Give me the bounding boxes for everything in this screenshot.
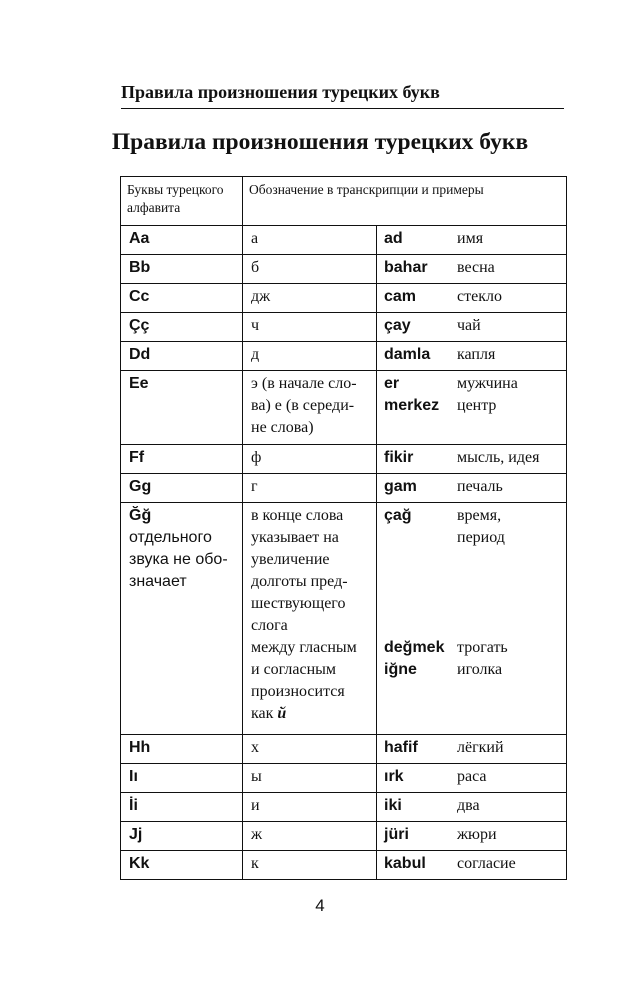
transcription-line: указывает на: [251, 529, 339, 546]
table-row: [121, 226, 567, 255]
example-cell: [377, 764, 567, 793]
alphabet-table: [120, 176, 567, 880]
transcription-cell: а: [243, 226, 377, 255]
transcription-line: увеличение: [251, 551, 330, 568]
transcription-cell: и: [243, 793, 377, 822]
table-row: [121, 793, 567, 822]
example-word: cam: [384, 288, 417, 305]
letter-cell: Ee: [121, 371, 243, 445]
example-word: fikir: [384, 449, 414, 466]
spacer: [384, 571, 562, 593]
example-word: bahar: [384, 259, 428, 276]
example-meaning: весна: [457, 259, 495, 276]
table-header-row: [121, 177, 567, 226]
example-line: [384, 766, 562, 788]
example-cell: [377, 313, 567, 342]
example-cell: [377, 474, 567, 503]
transcription-cell: ы: [243, 764, 377, 793]
table-row: [121, 313, 567, 342]
example-cell: [377, 226, 567, 255]
letter-cell: Çç: [121, 313, 243, 342]
example-line: [384, 505, 562, 527]
table-row: [121, 851, 567, 880]
transcription-line: в конце слова: [251, 507, 344, 524]
example-word: çay: [384, 317, 411, 334]
example-meaning: жюри: [457, 826, 497, 843]
transcription-cell: [243, 503, 377, 735]
spacer: [384, 549, 562, 571]
example-cell: [377, 255, 567, 284]
letter-note-line: отдельного: [129, 529, 212, 546]
table-row: [121, 474, 567, 503]
letter-cell: Kk: [121, 851, 243, 880]
example-line: [384, 527, 562, 549]
example-meaning: капля: [457, 346, 496, 363]
transcription-cell: ч: [243, 313, 377, 342]
header-letters-label: Буквы турецкого алфавита: [127, 182, 224, 215]
example-line: [384, 737, 562, 759]
table-row: [121, 371, 567, 445]
letter-cell: Iı: [121, 764, 243, 793]
example-cell: [377, 851, 567, 880]
example-meaning: время,: [457, 507, 502, 524]
transcription-cell: ж: [243, 822, 377, 851]
example-meaning: центр: [457, 397, 497, 414]
transcription-cell: х: [243, 735, 377, 764]
example-meaning: согласие: [457, 855, 516, 872]
transcription-line: э (в начале сло-: [251, 375, 357, 392]
letter-cell: Aa: [121, 226, 243, 255]
table-row: [121, 735, 567, 764]
transcription-cell: дж: [243, 284, 377, 313]
transcription-cell: д: [243, 342, 377, 371]
letter-cell: İi: [121, 793, 243, 822]
letter-cell: Ff: [121, 445, 243, 474]
letter-cell: Cc: [121, 284, 243, 313]
spacer: [384, 615, 562, 637]
transcription-cell: б: [243, 255, 377, 284]
letter-cell: [121, 503, 243, 735]
example-word: gam: [384, 478, 417, 495]
example-line: [384, 824, 562, 846]
example-word: er: [384, 375, 400, 392]
table-row: [121, 255, 567, 284]
example-word: hafif: [384, 739, 418, 756]
header-transcription-label: Обозначение в транскрипции и примеры: [249, 182, 484, 197]
example-line: [384, 315, 562, 337]
example-meaning: стекло: [457, 288, 502, 305]
example-cell: [377, 284, 567, 313]
example-line: [384, 659, 562, 681]
table-row: [121, 284, 567, 313]
letter-cell: Jj: [121, 822, 243, 851]
transcription-symbol: й: [277, 705, 287, 722]
table-row: [121, 342, 567, 371]
header-cell-transcription: [243, 177, 567, 226]
table-row: [121, 764, 567, 793]
example-word: kabul: [384, 855, 426, 872]
example-line: [384, 373, 562, 395]
example-word: ırk: [384, 768, 404, 785]
letter-cell: Gg: [121, 474, 243, 503]
transcription-cell: ф: [243, 445, 377, 474]
example-word: değmek: [384, 639, 445, 656]
example-cell: [377, 445, 567, 474]
letter-cell: Hh: [121, 735, 243, 764]
example-line: [384, 344, 562, 366]
page-number: 4: [315, 896, 325, 915]
transcription-line: ва) е (в середи-: [251, 397, 355, 414]
example-word: merkez: [384, 397, 440, 414]
letter-note-line: звука не обо-: [129, 551, 228, 568]
running-head: Правила произношения турецких букв: [121, 82, 440, 102]
example-meaning: мужчина: [457, 375, 518, 392]
example-line: [384, 853, 562, 875]
example-word: jüri: [384, 826, 409, 843]
spacer: [384, 593, 562, 615]
transcription-line: между гласным: [251, 639, 357, 656]
example-line: [384, 795, 562, 817]
letter-glyph: Ğğ: [129, 507, 152, 524]
transcription-word: как: [251, 705, 274, 722]
example-word: [384, 527, 457, 549]
example-meaning: мысль, идея: [457, 449, 540, 466]
example-meaning: чай: [457, 317, 481, 334]
transcription-line: [251, 703, 370, 725]
transcription-cell: [243, 371, 377, 445]
example-word: iğne: [384, 661, 417, 678]
table-row: [121, 445, 567, 474]
example-line: [384, 228, 562, 250]
page-title: Правила произношения турецких букв: [111, 129, 529, 155]
example-cell: [377, 503, 567, 735]
transcription-line: слога: [251, 617, 288, 634]
example-cell: [377, 793, 567, 822]
example-meaning: период: [457, 529, 505, 546]
example-cell: [377, 371, 567, 445]
example-line: [384, 447, 562, 469]
example-line: [384, 637, 562, 659]
transcription-line: произносится: [251, 683, 345, 700]
example-word: damla: [384, 346, 431, 363]
letter-note-line: значает: [129, 573, 187, 590]
example-word: çağ: [384, 507, 412, 524]
example-cell: [377, 735, 567, 764]
example-word: iki: [384, 797, 402, 814]
letter-cell: Dd: [121, 342, 243, 371]
example-cell: [377, 822, 567, 851]
transcription-line: долготы пред-: [251, 573, 348, 590]
example-meaning: иголка: [457, 661, 503, 678]
transcription-cell: г: [243, 474, 377, 503]
example-meaning: трогать: [457, 639, 508, 656]
table-row: [121, 503, 567, 735]
example-meaning: два: [457, 797, 480, 814]
example-line: [384, 286, 562, 308]
header-cell-letters: [121, 177, 243, 226]
transcription-line: не слова): [251, 419, 314, 436]
transcription-line: шествующего: [251, 595, 346, 612]
example-meaning: печаль: [457, 478, 503, 495]
example-meaning: лёгкий: [457, 739, 504, 756]
transcription-line: и согласным: [251, 661, 337, 678]
header-rule: [121, 108, 564, 109]
example-line: [384, 257, 562, 279]
example-line: [384, 476, 562, 498]
table-row: [121, 822, 567, 851]
example-line: [384, 395, 562, 417]
transcription-cell: к: [243, 851, 377, 880]
letter-cell: Bb: [121, 255, 243, 284]
example-meaning: имя: [457, 230, 484, 247]
example-cell: [377, 342, 567, 371]
example-word: ad: [384, 230, 403, 247]
example-meaning: раса: [457, 768, 487, 785]
